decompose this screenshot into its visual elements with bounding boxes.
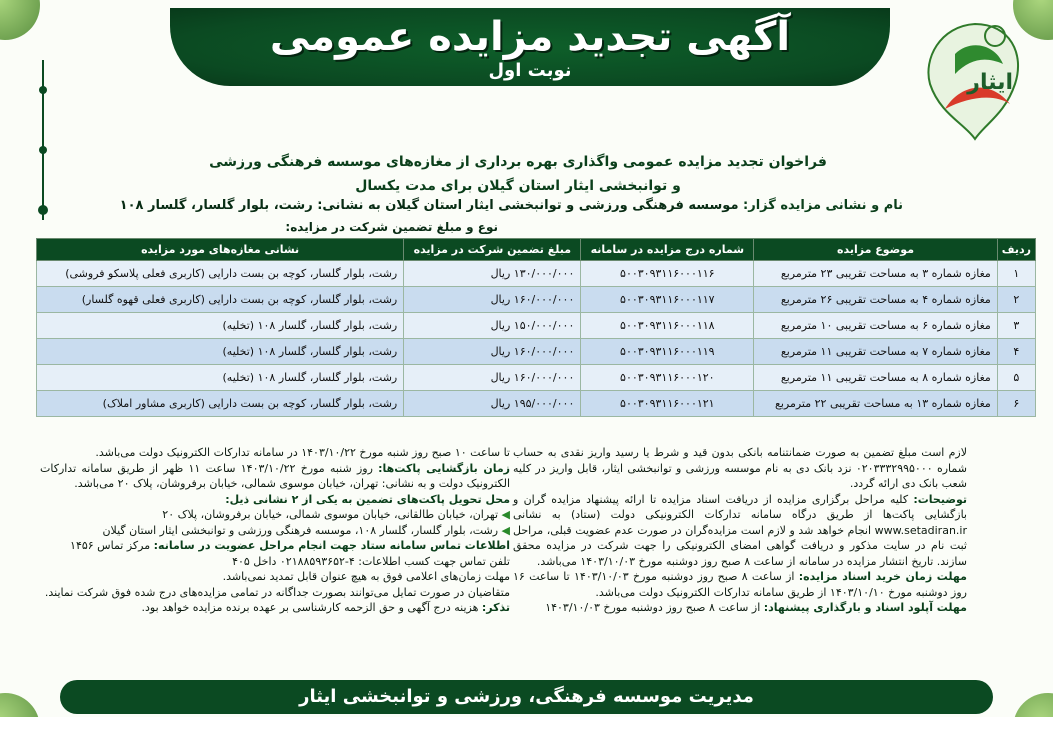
opening-time-text: روز شنبه مورخ ۱۴۰۳/۱۰/۲۲ ساعت ۱۱ ظهر از طریق سامانه تدارکات الکترونیک دولت و به نشانی: تهران، خیابان موسوی شمالی، خیابان برفروشان، پلاک ۲۰ می‌باشد. (40, 461, 510, 490)
purchase-deadline-label: مهلت زمان خرید اسناد مزایده: (798, 570, 967, 583)
row-address: رشت، بلوار گلسار، گلسار ۱۰۸ (تخلیه) (37, 339, 404, 365)
arrow-icon: ◀ (501, 508, 510, 521)
guarantee-paragraph: لازم است مبلغ تضمین به صورت ضمانتنامه بانکی بدون قید و شرط یا رسید واریز نقدی به حساب شماره ۰۲۰۳۳۳۲۹۹۵۰۰۰ نزد بانک دی به نام موسسه ورزشی و توانبخشی ایثار، قابل واریز در کلیه شعب بانک دی ارائه گردد. (513, 446, 967, 490)
row-subject: مغازه شماره ۸ به مساحت تقریبی ۱۱ مترمربع (754, 365, 998, 391)
header-number: شماره درج مزایده در سامانه (581, 239, 754, 261)
table-row (37, 261, 1036, 287)
row-number-code: ۵۰۰۳۰۹۳۱۱۶۰۰۰۱۲۰ (581, 365, 754, 391)
header-row-number: ردیف (997, 239, 1035, 261)
row-amount: ۱۶۰/۰۰۰/۰۰۰ ریال (404, 365, 581, 391)
table-row (37, 391, 1036, 417)
row-amount: ۱۳۰/۰۰۰/۰۰۰ ریال (404, 261, 581, 287)
row-number-code: ۵۰۰۳۰۹۳۱۱۶۰۰۰۱۱۸ (581, 313, 754, 339)
note-1: مهلت زمان‌های اعلامی فوق به هیچ عنوان قابل تمدید نمی‌باشد. (222, 570, 510, 583)
row-number-code: ۵۰۰۳۰۹۳۱۱۶۰۰۰۱۲۱ (581, 391, 754, 417)
row-subject: مغازه شماره ۶ به مساحت تقریبی ۱۰ مترمربع (754, 313, 998, 339)
row-amount: ۱۵۰/۰۰۰/۰۰۰ ریال (404, 313, 581, 339)
row-address: رشت، بلوار گلسار، کوچه بن بست دارایی (کاربری فعلی قهوه گلسار) (37, 287, 404, 313)
contact-label: اطلاعات تماس سامانه ستاد جهت انجام مراحل عضویت در سامانه: (153, 539, 510, 552)
row-subject: مغازه شماره ۳ به مساحت تقریبی ۲۳ مترمربع (754, 261, 998, 287)
table-row (37, 339, 1036, 365)
ornament-icon (36, 60, 50, 220)
row-number-code: ۵۰۰۳۰۹۳۱۱۶۰۰۰۱۱۹ (581, 339, 754, 365)
logo-name: ایثار (967, 70, 1013, 95)
table-row (37, 365, 1036, 391)
description-paragraph (513, 492, 967, 570)
row-number: ۳ (997, 313, 1035, 339)
opening-time (40, 461, 510, 492)
row-number-code: ۵۰۰۳۰۹۳۱۱۶۰۰۰۱۱۶ (581, 261, 754, 287)
description-text: کلیه مراحل برگزاری مزایده از دریافت اسناد مزایده تا ارائه پیشنهاد مزایده گران و بازگشایی پاکت‌ها از طریق درگاه سامانه تدارکات الکترونیکی دولت (ستاد) به نشانی www.setadiran.ir انجام خواهد شد و لازم است مزایده‌گران در صورت عدم عضویت قبلی، مراحل ثبت نام در سایت مذکور و دریافت گواهی امضای الکترونیکی را جهت شرکت در مزایده محقق سازند. تاریخ انتشار مزایده در سامانه از ساعت ۸ صبح روز دوشنبه مورخ ۱۴۰۳/۱۰/۰۳ می‌باشد. (513, 492, 967, 568)
upload-deadline-text: از ساعت ۸ صبح روز دوشنبه مورخ ۱۴۰۳/۱۰/۰۳ (545, 601, 761, 614)
page-subtitle: نوبت اول (488, 60, 572, 81)
footer-banner: مدیریت موسسه فرهنگی، ورزشی و توانبخشی ایثار (60, 680, 993, 714)
row-subject: مغازه شماره ۱۳ به مساحت تقریبی ۲۲ مترمربع (754, 391, 998, 417)
organizer-line (63, 198, 903, 213)
row-subject: مغازه شماره ۷ به مساحت تقریبی ۱۱ مترمربع (754, 339, 998, 365)
opening-time-label: زمان بازگشایی پاکت‌ها: (378, 461, 510, 475)
table-row (37, 287, 1036, 313)
row-address: رشت، بلوار گلسار، کوچه بن بست دارایی (کاربری مشاور املاک) (37, 391, 404, 417)
delivery-address-2 (40, 523, 510, 539)
header-amount: مبلغ تضمین شرکت در مزایده (404, 239, 581, 261)
purchase-deadline (513, 569, 967, 600)
row-amount: ۱۹۵/۰۰۰/۰۰۰ ریال (404, 391, 581, 417)
remark-label: تذکر: (481, 601, 510, 614)
phone-info: تلفن تماس جهت کسب اطلاعات: ۴-۰۲۱۸۸۵۹۳۶۵۲ داخل ۴۰۵ (232, 554, 510, 568)
delivery-address-1 (40, 507, 510, 523)
row-subject: مغازه شماره ۴ به مساحت تقریبی ۲۶ مترمربع (754, 287, 998, 313)
delivery-place (40, 492, 510, 508)
delivery-place-label: محل تحویل پاکت‌های تضمین به یکی از ۲ نشانی ذیل: (225, 492, 510, 506)
page-title: آگهی تجدید مزایده عمومی (269, 14, 791, 60)
upload-end-text: تا ساعت ۱۰ صبح روز شنبه مورخ ۱۴۰۳/۱۰/۲۲ در سامانه تدارکات الکترونیک دولت می‌باشد. (95, 446, 510, 459)
left-text-column (40, 445, 510, 616)
guarantee-type-label: نوع و مبلغ تضمین شرکت در مزایده: (285, 220, 498, 234)
row-number: ۶ (997, 391, 1035, 417)
upload-deadline (513, 600, 967, 616)
description-label: توضیحات: (913, 492, 967, 506)
header-subject: موضوع مزایده (754, 239, 998, 261)
organizer-label: نام و نشانی مزایده گزار: (743, 198, 903, 213)
row-amount: ۱۶۰/۰۰۰/۰۰۰ ریال (404, 339, 581, 365)
row-address: رشت، بلوار گلسار، کوچه بن بست دارایی (کاربری فعلی پلاسکو فروشی) (37, 261, 404, 287)
row-address: رشت، بلوار گلسار، گلسار ۱۰۸ (تخلیه) (37, 313, 404, 339)
table-header-row (37, 239, 1036, 261)
note-2: متقاضیان در صورت تمایل می‌توانند بصورت جداگانه در تمامی مزایده‌های درج شده فوق شرکت نمایند. (44, 585, 510, 599)
intro-text (133, 150, 903, 198)
row-number-code: ۵۰۰۳۰۹۳۱۱۶۰۰۰۱۱۷ (581, 287, 754, 313)
delivery-address-1-text: تهران، خیابان طالقانی، خیابان موسوی شمالی، خیابان برفروشان، پلاک ۲۰ (162, 508, 499, 521)
organizer-value: موسسه فرهنگی ورزشی و توانبخشی ایثار استان گیلان به نشانی: رشت، بلوار گلسار، گلسار ۱۰۸ (119, 198, 739, 213)
row-number: ۵ (997, 365, 1035, 391)
auction-table (36, 238, 1036, 417)
intro-line-2: و توانبخشی ایثار استان گیلان برای مدت یکسال (355, 178, 681, 194)
contact-text: مرکز تماس ۱۴۵۶ (70, 539, 151, 552)
row-amount: ۱۶۰/۰۰۰/۰۰۰ ریال (404, 287, 581, 313)
remark (40, 600, 510, 616)
header-banner (170, 8, 890, 86)
decorative-corner (0, 0, 40, 40)
right-text-column (513, 445, 967, 616)
upload-deadline-label: مهلت آپلود اسناد و بارگذاری پیشنهاد: (763, 601, 967, 614)
row-address: رشت، بلوار گلسار، گلسار ۱۰۸ (تخلیه) (37, 365, 404, 391)
header-address: نشانی مغازه‌های مورد مزایده (37, 239, 404, 261)
arrow-icon: ◀ (501, 523, 510, 537)
intro-line-1: فراخوان تجدید مزایده عمومی واگذاری بهره برداری از مغازه‌های موسسه فرهنگی ورزشی (209, 154, 827, 170)
purchase-deadline-text: از ساعت ۸ صبح روز دوشنبه مورخ ۱۴۰۳/۱۰/۰۳ تا ساعت ۱۶ روز دوشنبه مورخ ۱۴۰۳/۱۰/۱۰ از طریق سامانه تدارکات الکترونیک دولت می‌باشد. (513, 570, 967, 599)
remark-text: هزینه درج آگهی و حق الزحمه کارشناسی بر عهده برنده مزایده خواهد بود. (141, 601, 479, 614)
bottom-strip (0, 717, 1053, 733)
table-row (37, 313, 1036, 339)
row-number: ۲ (997, 287, 1035, 313)
row-number: ۱ (997, 261, 1035, 287)
delivery-address-2-text: رشت، بلوار گلسار، گلسار ۱۰۸، موسسه فرهنگی ورزشی و توانبخشی ایثار استان گیلان (102, 523, 499, 537)
row-number: ۴ (997, 339, 1035, 365)
contact-info (40, 538, 510, 554)
